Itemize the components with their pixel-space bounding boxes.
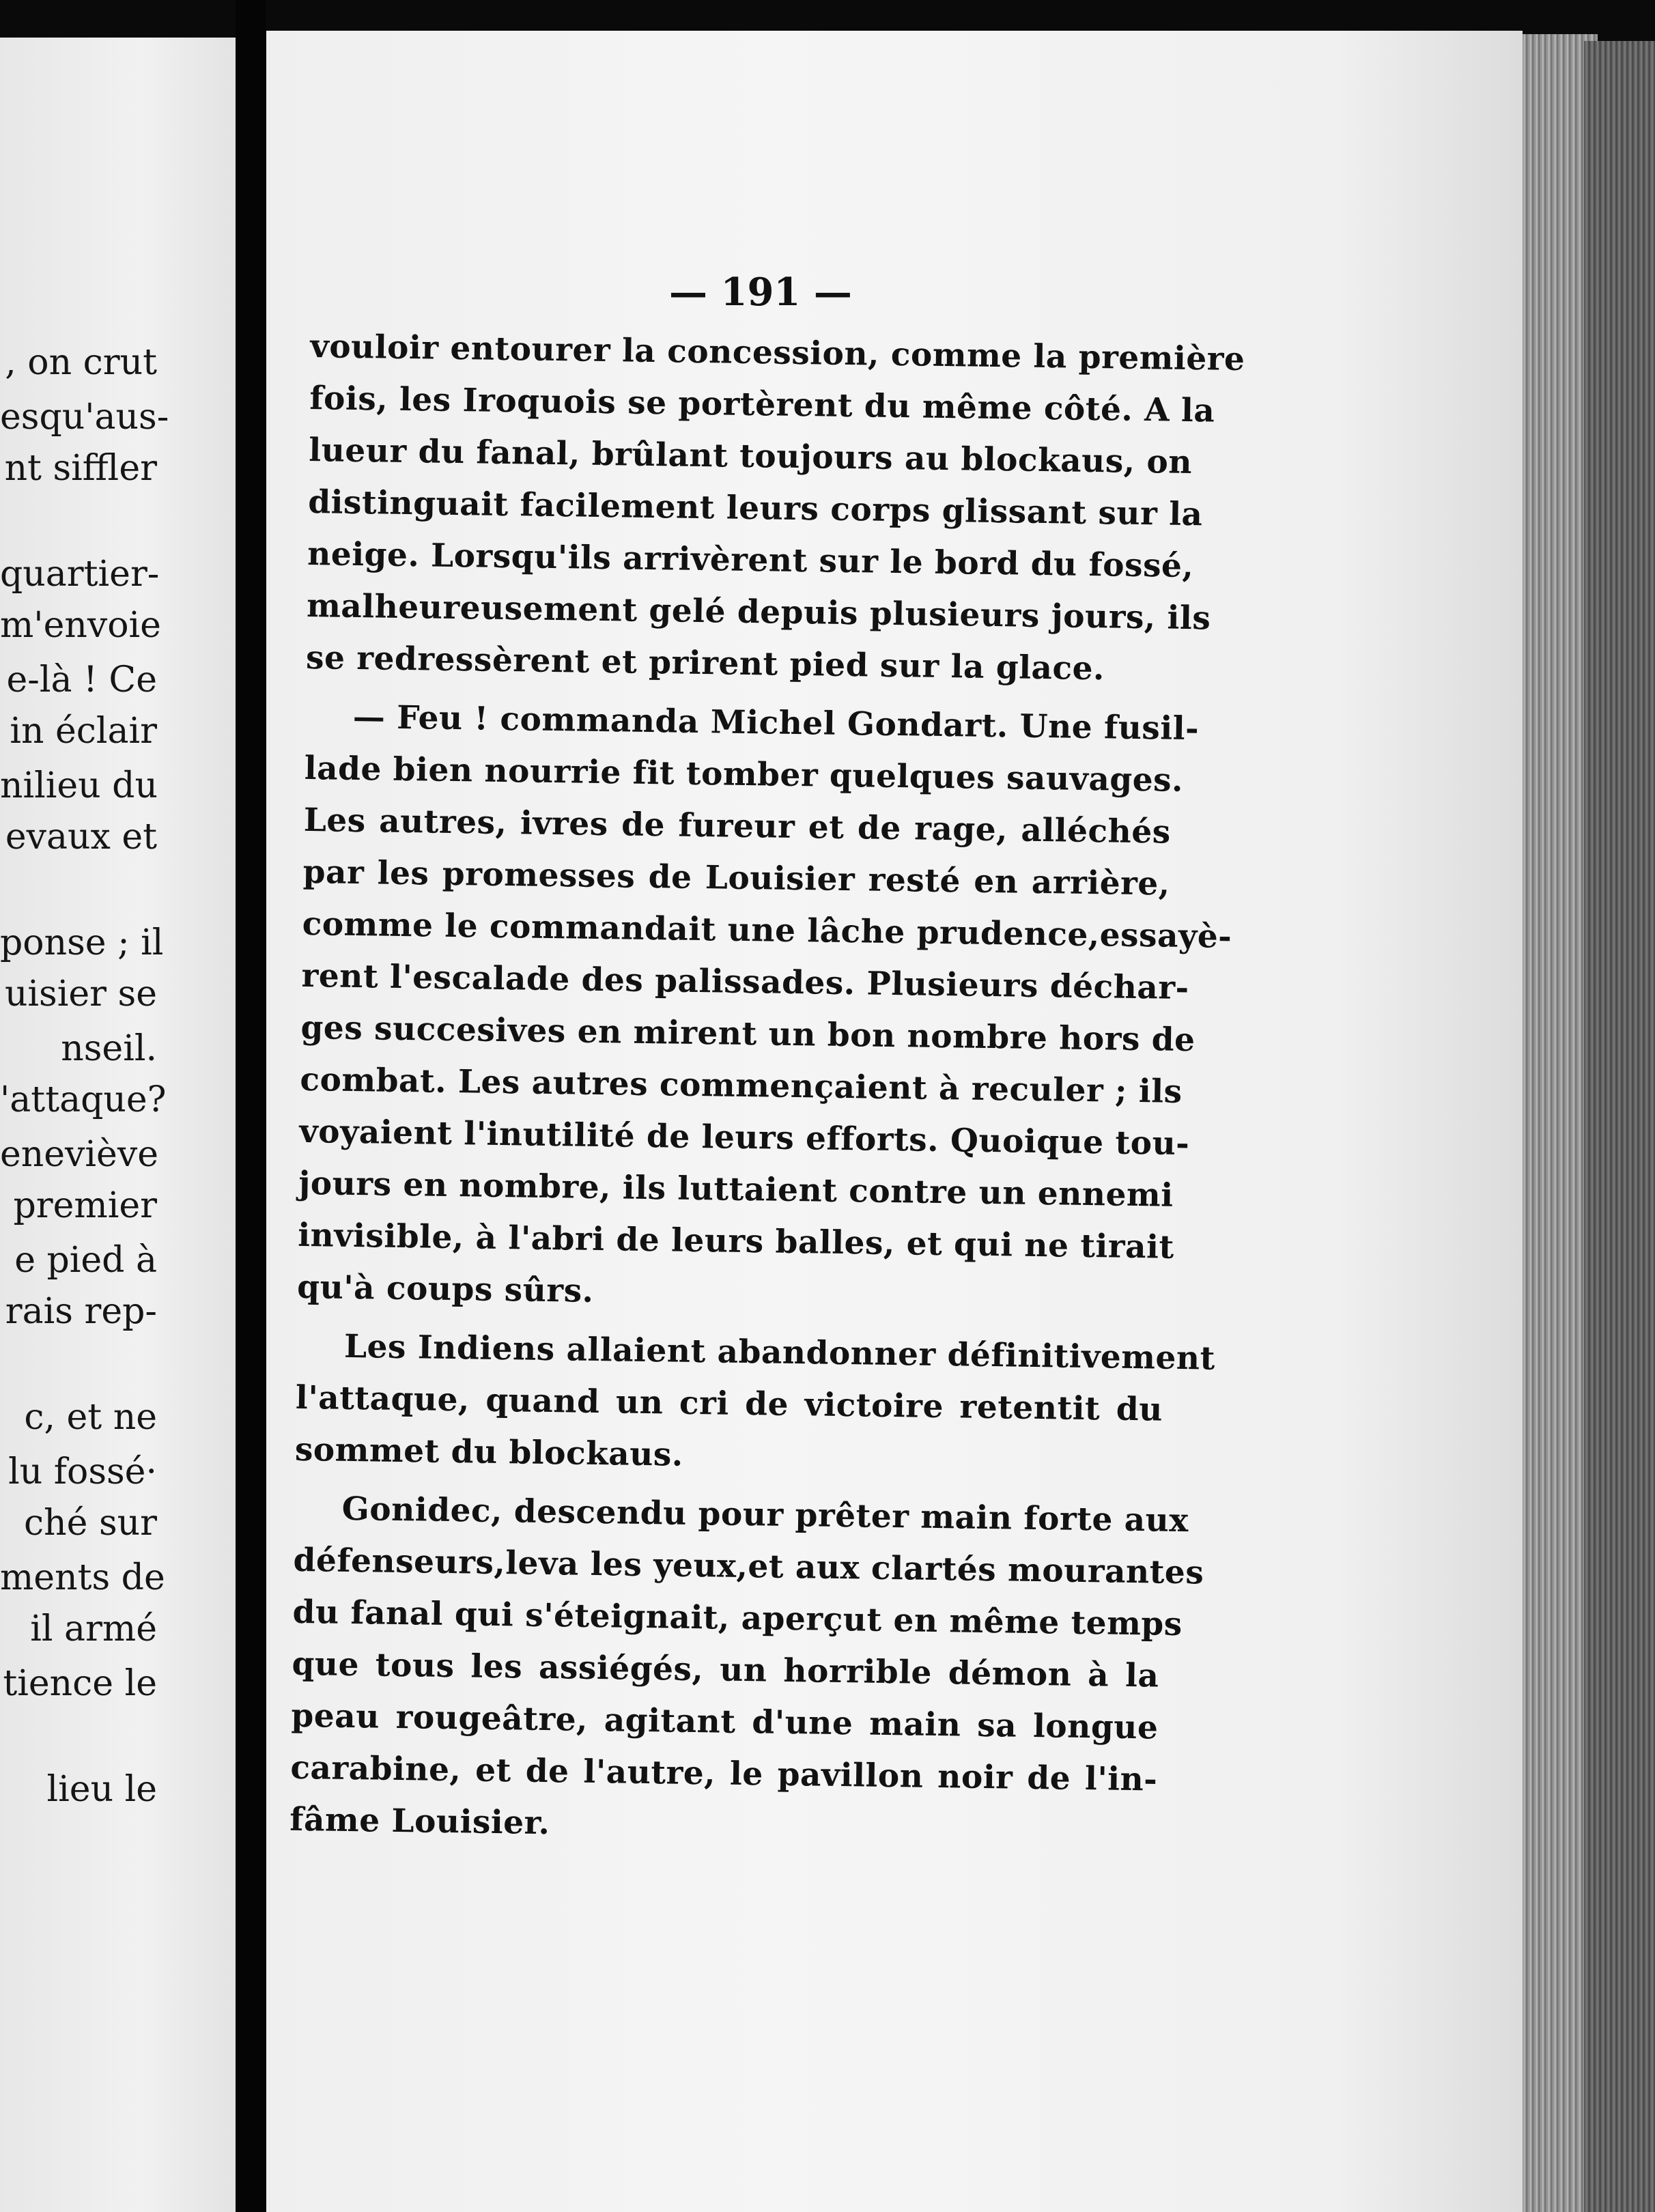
text-line: du fanal qui s'éteignait, aperçut en même temps [292, 1593, 1183, 1644]
paragraph [289, 1483, 1204, 1858]
left-page-text-fragment: e pied à [14, 1240, 157, 1281]
text-line: invisible, à l'abri de leurs balles, et qui ne tirait [297, 1216, 1175, 1266]
left-page-text-fragment: ponse ; il [0, 922, 164, 963]
paragraph [296, 691, 1232, 1326]
text-line: que tous les assiégés, un horrible démon à la [292, 1645, 1159, 1695]
left-page-text-fragment: ments de [0, 1557, 165, 1598]
text-line: l'attaque, quand un cri de victoire retentit du [295, 1378, 1163, 1429]
left-page-text-fragment: uisier se [4, 974, 157, 1015]
left-facing-page [0, 38, 236, 2212]
left-page-text-fragment: 'attaque? [0, 1079, 167, 1120]
paragraph [294, 1320, 1216, 1488]
left-page-text-fragment: nt siffler [4, 448, 157, 489]
text-line: distinguait facilement leurs corps glissant sur la [307, 483, 1203, 534]
text-line: lueur du fanal, brûlant toujours au blockaus, on [308, 431, 1193, 482]
left-page-text-fragment: , on crut [5, 342, 157, 383]
paragraph [305, 321, 1245, 696]
book-gutter [236, 0, 266, 2212]
text-line: Les autres, ivres de fureur et de rage, alléchés [303, 801, 1172, 851]
text-line: qu'à coups sûrs. [296, 1268, 594, 1310]
left-page-text-fragment: evaux et [5, 817, 157, 857]
body-text [289, 321, 1245, 1858]
text-line: défenseurs,leva les yeux,et aux clartés mourantes [293, 1541, 1204, 1592]
text-line: Les Indiens allaient abandonner définitivement [343, 1327, 1216, 1378]
left-page-text-fragment: c, et ne [24, 1397, 157, 1438]
left-page-text-fragment: tience le [3, 1663, 157, 1704]
text-line: malheureusement gelé depuis plusieurs jours, ils [306, 586, 1211, 638]
left-page-text-fragment: e-là ! Ce [6, 660, 157, 700]
text-line: ges succesives en mirent un bon nombre hors de [300, 1008, 1196, 1060]
left-page-text-fragment: esqu'aus- [0, 397, 169, 438]
text-line: sommet du blockaus. [294, 1430, 684, 1474]
text-line: neige. Lorsqu'ils arrivèrent sur le bord du fossé, [307, 535, 1194, 586]
text-line: rent l'escalade des palissades. Plusieurs déchar- [301, 956, 1189, 1008]
left-page-text-fragment: lieu le [46, 1769, 157, 1810]
left-page-text-fragment: nseil. [61, 1028, 157, 1069]
left-page-text-fragment: m'envoie [0, 605, 161, 646]
page-number: — 191 — [669, 270, 852, 315]
text-line: peau rougeâtre, agitant d'une main sa longue [291, 1697, 1159, 1747]
text-line: Gonidec, descendu pour prêter main forte aux [341, 1490, 1189, 1540]
text-line: — Feu ! commanda Michel Gondart. Une fusil- [352, 698, 1200, 748]
left-page-text-fragment: nilieu du [0, 765, 158, 806]
page-edges-shadow [1584, 41, 1655, 2212]
text-line: fâme Louisier. [289, 1800, 550, 1843]
text-line: vouloir entourer la concession, comme la première [310, 327, 1245, 379]
left-page-text-fragment: premier [13, 1185, 157, 1226]
text-line: voyaient l'inutilité de leurs efforts. Quoique tou- [299, 1112, 1190, 1163]
left-page-text-fragment: ché sur [24, 1503, 157, 1544]
text-line: jours en nombre, ils luttaient contre un ennemi [298, 1164, 1174, 1215]
text-line: fois, les Iroquois se portèrent du même côté. A la [309, 379, 1215, 430]
text-line: lade bien nourrie fit tomber quelques sauvages. [304, 749, 1184, 799]
left-page-text-fragment: eneviève [0, 1134, 158, 1175]
left-page-text-fragment: lu fossé· [8, 1451, 157, 1492]
text-line: comme le commandait une lâche prudence,essayè- [302, 905, 1232, 956]
left-page-text-fragment: quartier- [0, 554, 160, 595]
text-line: carabine, et de l'autre, le pavillon noir de l'in- [290, 1748, 1158, 1799]
left-page-text-fragment: il armé [30, 1608, 157, 1649]
left-page-text-fragment: in éclair [10, 711, 157, 752]
text-line: se redressèrent et prirent pied sur la glace. [305, 638, 1105, 688]
text-line: combat. Les autres commençaient à reculer ; ils [300, 1060, 1183, 1111]
left-page-text-fragment: rais rep- [5, 1291, 157, 1332]
text-line: par les promesses de Louisier resté en arrière, [302, 853, 1170, 903]
